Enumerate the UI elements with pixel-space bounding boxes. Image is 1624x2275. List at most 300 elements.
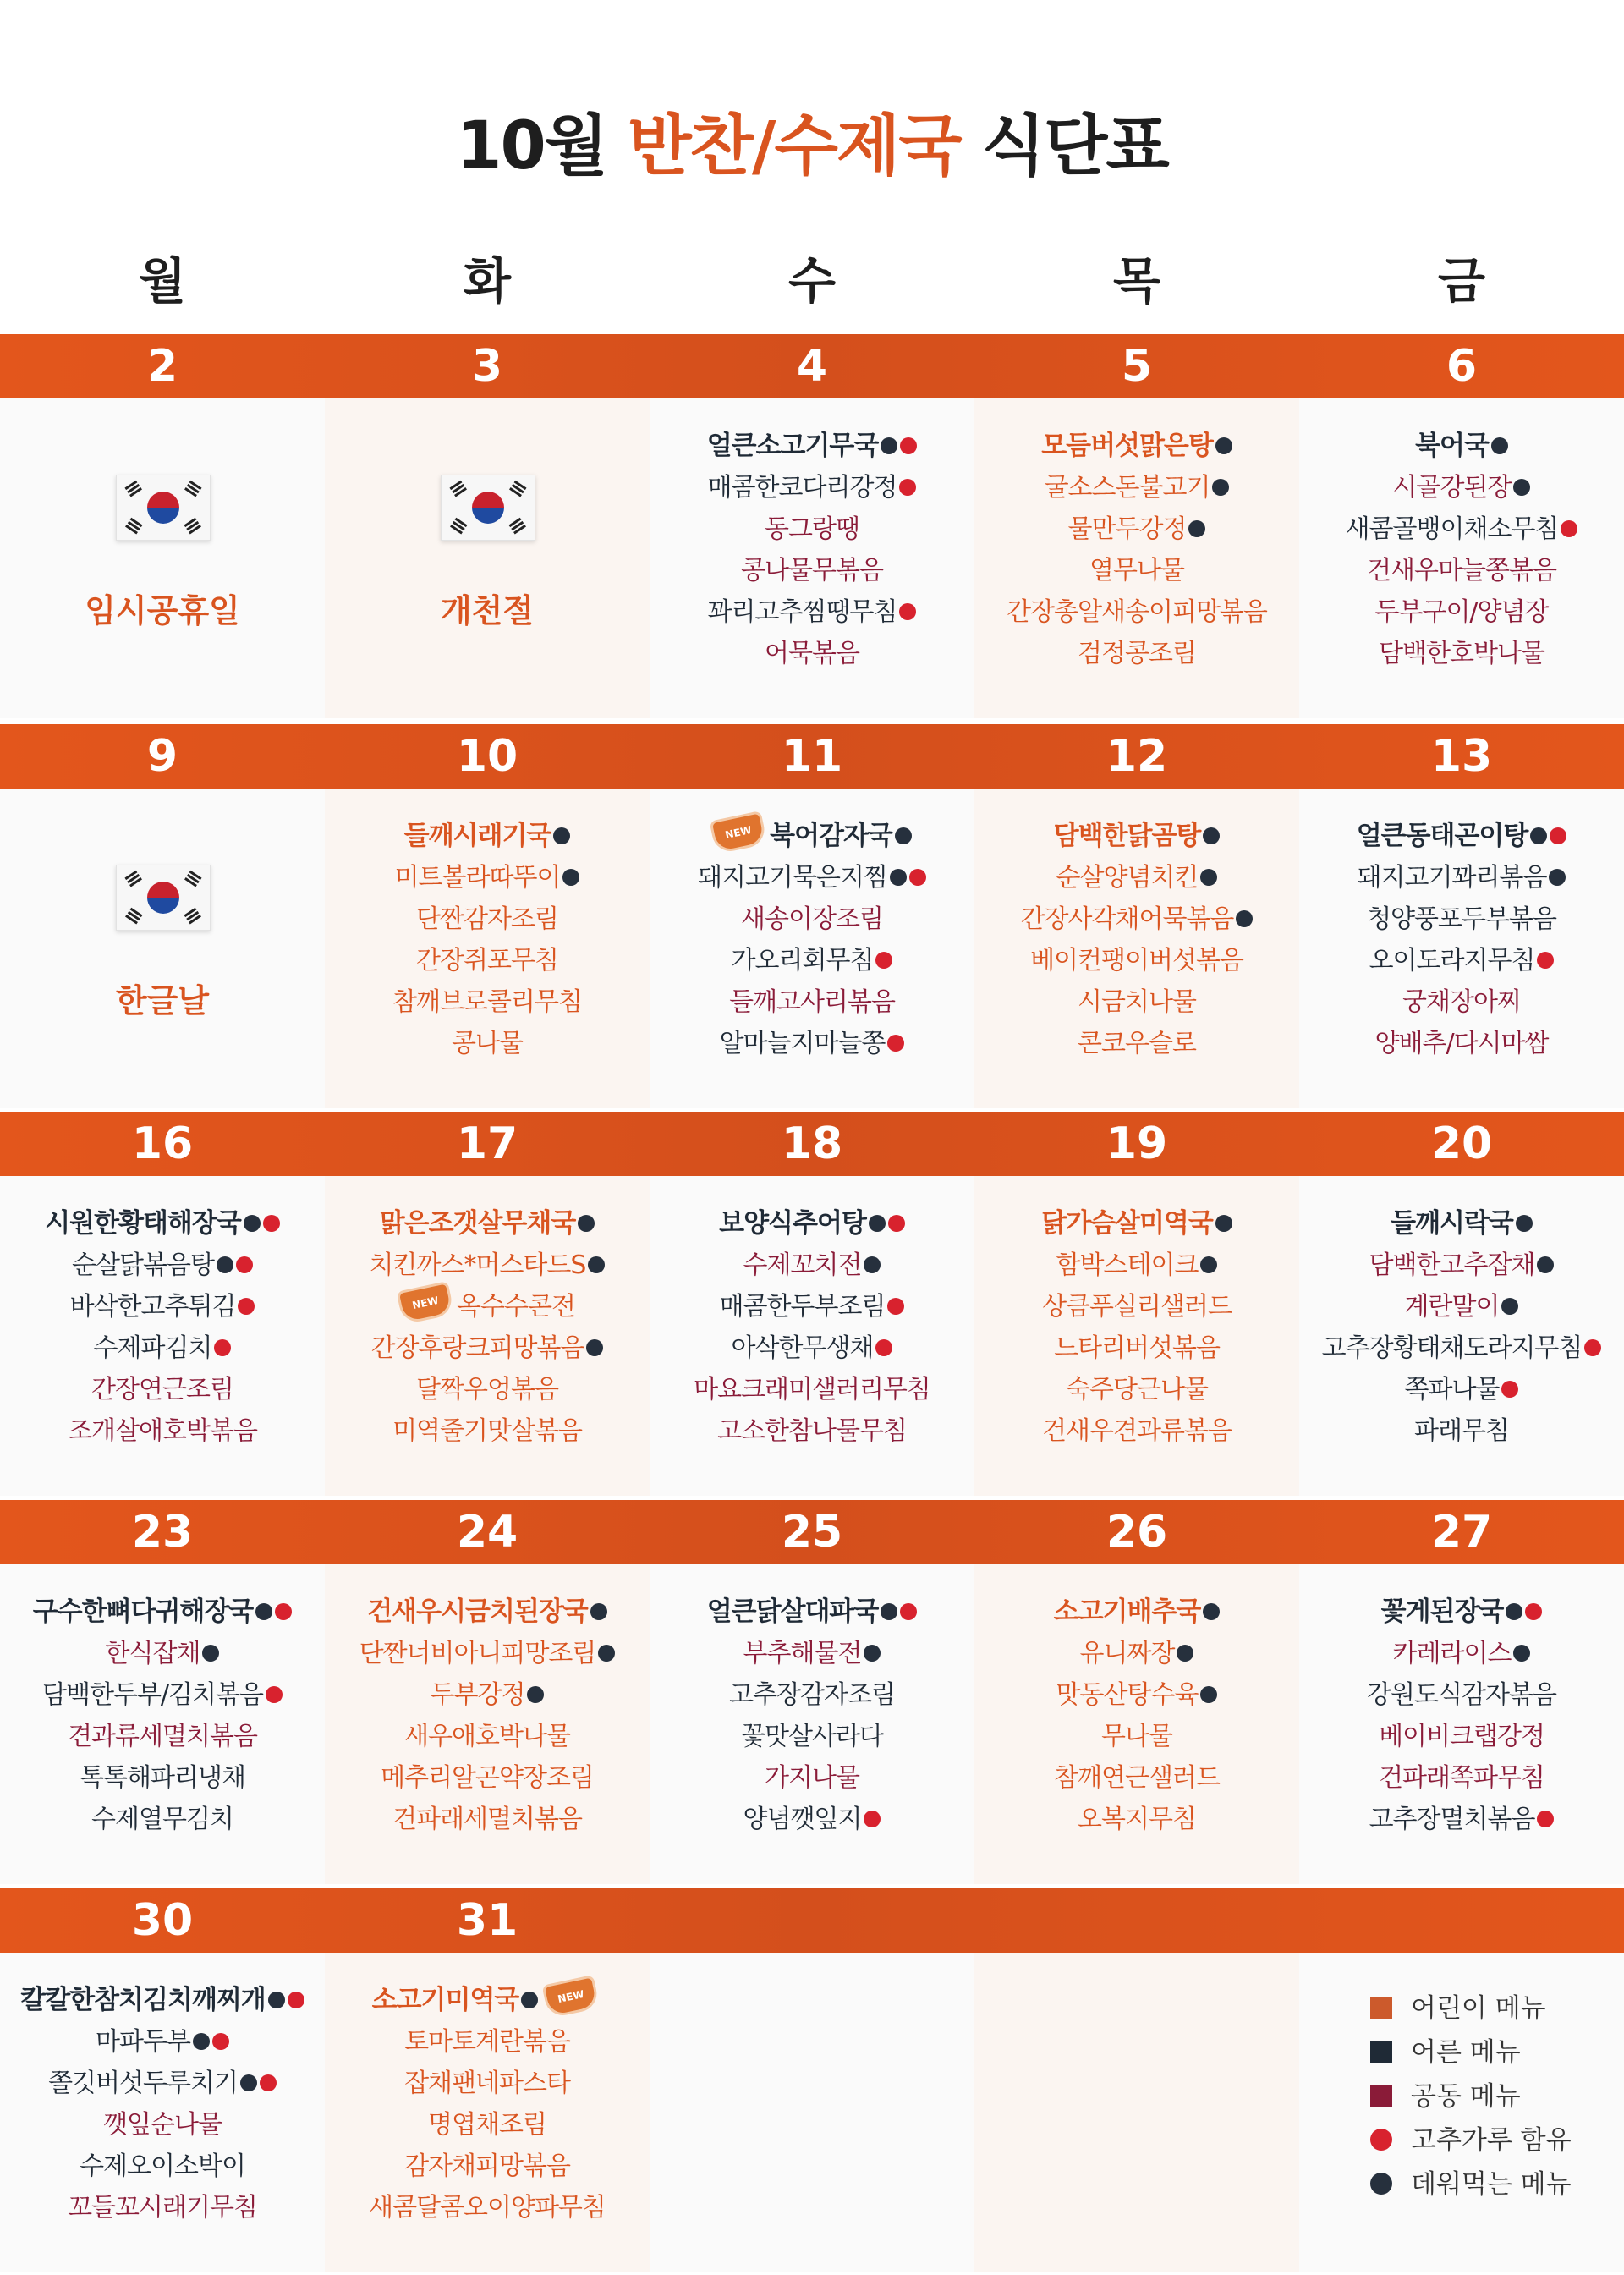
menu-item-name: 간장연근조림 <box>91 1375 233 1404</box>
day-number: 10 <box>456 731 518 782</box>
reheat-dot-icon <box>1203 827 1220 844</box>
reheat-dot-icon <box>578 1215 595 1232</box>
menu-item-name: 새송이장조림 <box>741 904 883 934</box>
menu-item-name: 베이비크랩강정 <box>1379 1722 1544 1751</box>
day-number: 23 <box>131 1507 194 1558</box>
menu-item-name: 꼬들꼬시래기무침 <box>68 2193 257 2223</box>
side-dish-item <box>0 1716 325 1757</box>
menu-item-name: 들깨고사리볶음 <box>729 987 895 1017</box>
menu-item-name: 매콤한두부조림 <box>719 1292 886 1322</box>
menu-item-name: 궁채장아찌 <box>1402 987 1521 1017</box>
menu-item-name: 건새우견과류볶음 <box>1042 1416 1232 1446</box>
day-cell <box>650 398 974 718</box>
reheat-dot-icon <box>1188 520 1205 537</box>
chili-powder-dot-icon <box>864 1811 881 1827</box>
side-dish-item <box>650 467 974 508</box>
soup-item <box>974 816 1299 857</box>
chili-powder-dot-icon <box>899 603 916 620</box>
side-dish-item <box>1299 1674 1624 1716</box>
soup-item <box>325 1203 650 1245</box>
day-cell <box>974 1176 1299 1496</box>
menu-item-name: 쫄깃버섯두루치기 <box>48 2069 238 2098</box>
soup-item <box>974 426 1299 467</box>
day-number: 3 <box>471 341 503 392</box>
side-dish-item <box>974 550 1299 591</box>
side-dish-item <box>325 1286 650 1327</box>
soup-item <box>1299 1203 1624 1245</box>
reheat-dot-icon <box>1513 1645 1530 1662</box>
menu-item-name: 순살닭볶음탕 <box>72 1250 214 1280</box>
side-dish-item <box>1299 1799 1624 1840</box>
week-row <box>0 1500 1624 1884</box>
reheat-dot-icon <box>1200 1686 1217 1703</box>
soup-item <box>650 1591 974 1633</box>
week-row <box>0 1112 1624 1496</box>
side-dish-item <box>1299 1716 1624 1757</box>
menu-item-name: 담백한호박나물 <box>1379 639 1544 668</box>
menu-item-name: 열무나물 <box>1089 556 1184 585</box>
chili-powder-dot-icon <box>260 2074 277 2091</box>
menu-item-name: 소고기미역국 <box>371 1985 519 2015</box>
reheat-dot-icon <box>1215 1215 1232 1232</box>
side-dish-item <box>974 940 1299 981</box>
menu-item-name: 담백한두부/김치볶음 <box>42 1680 263 1710</box>
day-number: 30 <box>131 1895 194 1946</box>
side-dish-item <box>325 1799 650 1840</box>
menu-item-name: 파래무침 <box>1414 1416 1509 1446</box>
chili-powder-dot-icon <box>263 1215 280 1232</box>
weekday-thu: 목 <box>1112 252 1161 310</box>
menu-list <box>1299 1564 1624 1840</box>
menu-item-name: 양념깻잎지 <box>743 1805 862 1834</box>
empty-cell <box>650 1953 974 2272</box>
day-number: 25 <box>781 1507 843 1558</box>
menu-item-name: 소고기배추국 <box>1053 1596 1201 1627</box>
chili-powder-dot-icon <box>887 1298 904 1315</box>
legend-item <box>1370 2030 1572 2074</box>
reheat-dot-icon <box>1177 1645 1193 1662</box>
day-number: 20 <box>1430 1118 1493 1169</box>
reheat-dot-icon <box>1501 1298 1518 1315</box>
menu-item-name: 꽈리고추찜땡무침 <box>707 597 897 627</box>
side-dish-item <box>974 467 1299 508</box>
side-dish-item <box>325 1410 650 1452</box>
menu-list <box>0 1176 325 1452</box>
legend-dot-icon <box>1370 2173 1392 2195</box>
reheat-dot-icon <box>1513 479 1530 496</box>
reheat-dot-icon <box>202 1645 219 1662</box>
menu-item-name: 가지나물 <box>765 1763 859 1793</box>
reheat-dot-icon <box>586 1339 603 1356</box>
side-dish-item <box>1299 1327 1624 1369</box>
chili-powder-dot-icon <box>900 437 917 454</box>
soup-item <box>1299 1591 1624 1633</box>
day-number: 17 <box>456 1118 518 1169</box>
reheat-dot-icon <box>553 827 570 844</box>
day-number: 5 <box>1121 341 1153 392</box>
holiday-name: 임시공휴일 <box>85 592 240 629</box>
menu-item-name: 콘코우슬로 <box>1078 1029 1196 1058</box>
menu-item-name: 북어감자국 <box>770 821 892 851</box>
side-dish-item <box>650 633 974 674</box>
day-cell <box>0 1953 325 2272</box>
menu-list <box>0 1564 325 1840</box>
menu-item-name: 담백한닭곰탕 <box>1053 821 1201 851</box>
side-dish-item <box>1299 898 1624 940</box>
soup-item <box>325 1980 650 2021</box>
side-dish-item <box>0 1633 325 1674</box>
reheat-dot-icon <box>1215 437 1232 454</box>
day-cell <box>650 789 974 1108</box>
side-dish-item <box>974 1023 1299 1064</box>
legend-label: 고추가루 함유 <box>1411 2125 1572 2156</box>
menu-item-name: 강원도식감자볶음 <box>1367 1680 1556 1710</box>
menu-item-name: 시금치나물 <box>1078 987 1196 1017</box>
chili-powder-dot-icon <box>1537 1811 1554 1827</box>
side-dish-item <box>0 2104 325 2146</box>
side-dish-item <box>1299 981 1624 1023</box>
reheat-dot-icon <box>1200 1256 1217 1273</box>
legend-label: 데워먹는 메뉴 <box>1411 2169 1572 2200</box>
reheat-dot-icon <box>1516 1215 1533 1232</box>
menu-list <box>974 789 1299 1064</box>
korean-flag-icon <box>441 475 535 541</box>
menu-item-name: 간장사각채어묵볶음 <box>1020 904 1234 934</box>
side-dish-item <box>325 857 650 898</box>
side-dish-item <box>0 2021 325 2063</box>
menu-item-name: 검정콩조림 <box>1078 639 1196 668</box>
menu-item-name: 잡채팬네파스타 <box>404 2069 570 2098</box>
side-dish-item <box>974 1369 1299 1410</box>
reheat-dot-icon <box>588 1256 605 1273</box>
menu-list <box>1299 1176 1624 1452</box>
side-dish-item <box>325 2104 650 2146</box>
day-cell <box>650 1564 974 1884</box>
side-dish-item <box>0 1410 325 1452</box>
side-dish-item <box>650 1369 974 1410</box>
menu-item-name: 토마토계란볶음 <box>404 2027 570 2057</box>
menu-item-name: 오복지무침 <box>1078 1805 1196 1834</box>
menu-item-name: 조개살애호박볶음 <box>68 1416 257 1446</box>
weekday-wed: 수 <box>787 252 837 310</box>
menu-item-name: 쪽파나물 <box>1404 1375 1500 1404</box>
day-cell <box>325 1176 650 1496</box>
korean-flag-icon <box>116 475 211 541</box>
menu-item-name: 느타리버섯볶음 <box>1054 1333 1220 1363</box>
side-dish-item <box>325 1245 650 1286</box>
menu-item-name: 고추장황태채도라지무침 <box>1321 1333 1583 1363</box>
side-dish-item <box>325 2063 650 2104</box>
menu-item-name: 보양식추어탕 <box>719 1208 866 1239</box>
side-dish-item <box>974 1716 1299 1757</box>
menu-item-name: 수제꼬치전 <box>743 1250 862 1280</box>
reheat-dot-icon <box>864 1256 881 1273</box>
legend-label: 어른 메뉴 <box>1411 2037 1521 2068</box>
menu-item-name: 알마늘지마늘쫑 <box>719 1029 886 1058</box>
side-dish-item <box>325 940 650 981</box>
reheat-dot-icon <box>1530 827 1547 844</box>
soup-item <box>325 1591 650 1633</box>
chili-powder-dot-icon <box>236 1256 253 1273</box>
menu-item-name: 수제오이소박이 <box>80 2151 245 2181</box>
menu-list <box>974 398 1299 674</box>
chili-powder-dot-icon <box>212 2033 229 2050</box>
menu-item-name: 얼큰닭살대파국 <box>706 1596 879 1627</box>
side-dish-item <box>325 1716 650 1757</box>
side-dish-item <box>974 1633 1299 1674</box>
chili-powder-dot-icon <box>214 1339 231 1356</box>
menu-item-name: 콩나물 <box>452 1029 523 1058</box>
reheat-dot-icon <box>562 869 579 886</box>
menu-item-name: 들깨시래기국 <box>403 821 551 851</box>
reheat-dot-icon <box>268 1992 285 2008</box>
menu-item-name: 마파두부 <box>96 2027 190 2057</box>
menu-list <box>650 398 974 674</box>
side-dish-item <box>974 898 1299 940</box>
reheat-dot-icon <box>193 2033 210 2050</box>
day-cell <box>974 398 1299 718</box>
side-dish-item <box>974 1286 1299 1327</box>
legend-label: 어린이 메뉴 <box>1411 1993 1546 2024</box>
reheat-dot-icon <box>1212 479 1229 496</box>
menu-item-name: 유니짜장 <box>1079 1639 1175 1668</box>
side-dish-item <box>1299 591 1624 633</box>
menu-list <box>325 1953 650 2228</box>
side-dish-item <box>1299 1245 1624 1286</box>
legend-item <box>1370 1987 1572 2030</box>
menu-item-name: 칼칼한참치김치깨찌개 <box>20 1985 266 2015</box>
menu-item-name: 감자채피망볶음 <box>404 2151 570 2181</box>
menu-item-name: 수제열무김치 <box>91 1805 233 1834</box>
day-number: 31 <box>456 1895 518 1946</box>
legend-item <box>1370 2118 1572 2162</box>
day-number: 27 <box>1430 1507 1493 1558</box>
day-cell <box>1299 789 1624 1108</box>
menu-item-name: 한식잡채 <box>105 1639 200 1668</box>
side-dish-item <box>325 1674 650 1716</box>
weekday-tue: 화 <box>463 252 512 310</box>
chili-powder-dot-icon <box>887 1035 904 1052</box>
chili-powder-dot-icon <box>1537 952 1554 969</box>
menu-item-name: 참깨브로콜리무침 <box>392 987 582 1017</box>
reheat-dot-icon <box>895 827 912 844</box>
legend-square-icon <box>1370 2041 1392 2063</box>
side-dish-item <box>325 1369 650 1410</box>
side-dish-item <box>650 1716 974 1757</box>
menu-item-name: 들깨시락국 <box>1391 1208 1513 1239</box>
reheat-dot-icon <box>527 1686 544 1703</box>
chili-powder-dot-icon <box>1584 1339 1601 1356</box>
menu-item-name: 매콤한코다리강정 <box>707 473 897 503</box>
menu-list <box>1299 789 1624 1064</box>
menu-item-name: 간장후랑크피망볶음 <box>370 1333 584 1363</box>
chili-powder-dot-icon <box>238 1298 255 1315</box>
menu-item-name: 구수한뼈다귀해장국 <box>32 1596 254 1627</box>
menu-item-name: 계란말이 <box>1404 1292 1500 1322</box>
reheat-dot-icon <box>1200 869 1217 886</box>
side-dish-item <box>650 508 974 550</box>
new-badge-icon: NEW <box>710 810 768 854</box>
menu-item-name: 간장쥐포무침 <box>416 946 558 975</box>
side-dish-item <box>650 1327 974 1369</box>
menu-item-name: 꽃맛살사라다 <box>741 1722 883 1751</box>
day-number: 6 <box>1446 341 1478 392</box>
menu-item-name: 오이도라지무침 <box>1369 946 1535 975</box>
menu-item-name: 시원한황태해장국 <box>45 1208 241 1239</box>
menu-item-name: 건파래쪽파무침 <box>1379 1763 1544 1793</box>
side-dish-item <box>1299 550 1624 591</box>
reheat-dot-icon <box>890 869 907 886</box>
menu-item-name: 미역줄기맛살볶음 <box>392 1416 582 1446</box>
side-dish-item <box>325 1023 650 1064</box>
soup-item <box>974 1591 1299 1633</box>
side-dish-item <box>650 591 974 633</box>
menu-item-name: 무나물 <box>1101 1722 1172 1751</box>
menu-item-name: 달짝우엉볶음 <box>416 1375 558 1404</box>
menu-item-name: 단짠감자조림 <box>416 904 558 934</box>
side-dish-item <box>0 1799 325 1840</box>
menu-item-name: 수제파김치 <box>93 1333 212 1363</box>
day-cell <box>325 789 650 1108</box>
menu-item-name: 고추장감자조림 <box>729 1680 895 1710</box>
menu-item-name: 가오리회무침 <box>731 946 874 975</box>
menu-item-name: 고추장멸치볶음 <box>1369 1805 1535 1834</box>
reheat-dot-icon <box>881 1603 897 1620</box>
soup-item <box>325 816 650 857</box>
day-cell <box>0 1564 325 1884</box>
side-dish-item <box>974 1410 1299 1452</box>
reheat-dot-icon <box>1203 1603 1220 1620</box>
side-dish-item <box>325 1327 650 1369</box>
menu-item-name: 돼지고기묵은지찜 <box>698 863 887 893</box>
side-dish-item <box>0 2063 325 2104</box>
side-dish-item <box>0 1369 325 1410</box>
menu-item-name: 두부강정 <box>430 1680 525 1710</box>
menu-item-name: 고소한참나물무침 <box>717 1416 907 1446</box>
menu-list <box>974 1564 1299 1840</box>
menu-item-name: 새우애호박나물 <box>404 1722 570 1751</box>
menu-item-name: 부추해물전 <box>743 1639 862 1668</box>
side-dish-item <box>974 1245 1299 1286</box>
side-dish-item <box>1299 1633 1624 1674</box>
chili-powder-dot-icon <box>1561 520 1577 537</box>
soup-item <box>650 426 974 467</box>
side-dish-item <box>325 1757 650 1799</box>
side-dish-item <box>0 2146 325 2187</box>
soup-item <box>0 1203 325 1245</box>
menu-item-name: 바삭한고추튀김 <box>69 1292 236 1322</box>
chili-powder-dot-icon <box>899 479 916 496</box>
day-cell <box>325 1953 650 2272</box>
menu-item-name: 견과류세멸치볶음 <box>68 1722 257 1751</box>
side-dish-item <box>974 857 1299 898</box>
chili-powder-dot-icon <box>288 1992 304 2008</box>
menu-item-name: 맛동산탕수육 <box>1056 1680 1199 1710</box>
menu-item-name: 새콤골뱅이채소무침 <box>1345 514 1559 544</box>
korean-flag-icon <box>116 865 211 931</box>
menu-item-name: 새콤달콤오이양파무침 <box>369 2193 606 2223</box>
new-badge-icon: NEW <box>397 1280 455 1324</box>
menu-item-name: 미트볼라따뚜이 <box>394 863 561 893</box>
reheat-dot-icon <box>1506 1603 1522 1620</box>
side-dish-item <box>974 591 1299 633</box>
menu-item-name: 상큼푸실리샐러드 <box>1042 1292 1232 1322</box>
reheat-dot-icon <box>590 1603 607 1620</box>
side-dish-item <box>325 1633 650 1674</box>
page-title: 10월 반찬/수제국 식단표 <box>456 108 1168 184</box>
day-cell <box>1299 398 1624 718</box>
side-dish-item <box>650 550 974 591</box>
holiday-name: 한글날 <box>115 982 210 1019</box>
weekday-header <box>0 241 1624 309</box>
day-cell <box>1299 1564 1624 1884</box>
side-dish-item <box>325 981 650 1023</box>
day-cell <box>0 398 325 718</box>
menu-list <box>650 1564 974 1840</box>
side-dish-item <box>650 857 974 898</box>
menu-list <box>650 1176 974 1452</box>
day-cell <box>974 789 1299 1108</box>
menu-item-name: 메추리알곤약장조림 <box>381 1763 594 1793</box>
day-number: 26 <box>1106 1507 1168 1558</box>
menu-list <box>1299 398 1624 674</box>
menu-item-name: 톡톡해파리냉채 <box>80 1763 245 1793</box>
day-number: 18 <box>781 1118 843 1169</box>
side-dish-item <box>325 2021 650 2063</box>
day-number: 2 <box>146 341 178 392</box>
menu-item-name: 숙주당근나물 <box>1066 1375 1208 1404</box>
menu-item-name: 명엽채조림 <box>428 2110 546 2140</box>
soup-item <box>650 1203 974 1245</box>
side-dish-item <box>650 1286 974 1327</box>
menu-item-name: 얼큰동태곤이탕 <box>1356 821 1528 851</box>
empty-cell <box>974 1953 1299 2272</box>
side-dish-item <box>1299 857 1624 898</box>
holiday-name: 개천절 <box>440 592 535 629</box>
reheat-dot-icon <box>881 437 897 454</box>
week-row <box>0 724 1624 1108</box>
menu-item-name: 깻잎순나물 <box>103 2110 222 2140</box>
day-number: 19 <box>1106 1118 1168 1169</box>
side-dish-item <box>650 1799 974 1840</box>
day-cell <box>1299 1176 1624 1496</box>
side-dish-item <box>0 2187 325 2228</box>
side-dish-item <box>0 1245 325 1286</box>
menu-item-name: 베이컨팽이버섯볶음 <box>1030 946 1243 975</box>
menu-item-name: 어묵볶음 <box>765 639 859 668</box>
legend-item <box>1370 2162 1572 2206</box>
menu-item-name: 두부구이/양념장 <box>1374 597 1549 627</box>
menu-list <box>325 1176 650 1452</box>
day-number: 9 <box>146 731 178 782</box>
reheat-dot-icon <box>1537 1256 1554 1273</box>
side-dish-item <box>1299 1757 1624 1799</box>
side-dish-item <box>1299 1286 1624 1327</box>
side-dish-item <box>0 1327 325 1369</box>
side-dish-item <box>650 940 974 981</box>
reheat-dot-icon <box>217 1256 233 1273</box>
menu-item-name: 순살양념치킨 <box>1056 863 1199 893</box>
chili-powder-dot-icon <box>1525 1603 1542 1620</box>
reheat-dot-icon <box>521 1992 538 2008</box>
side-dish-item <box>650 1023 974 1064</box>
day-number: 16 <box>131 1118 194 1169</box>
week-row <box>0 334 1624 718</box>
legend-square-icon <box>1370 2085 1392 2107</box>
chili-powder-dot-icon <box>1501 1381 1518 1398</box>
menu-item-name: 옥수수콘전 <box>457 1292 575 1322</box>
side-dish-item <box>1299 467 1624 508</box>
